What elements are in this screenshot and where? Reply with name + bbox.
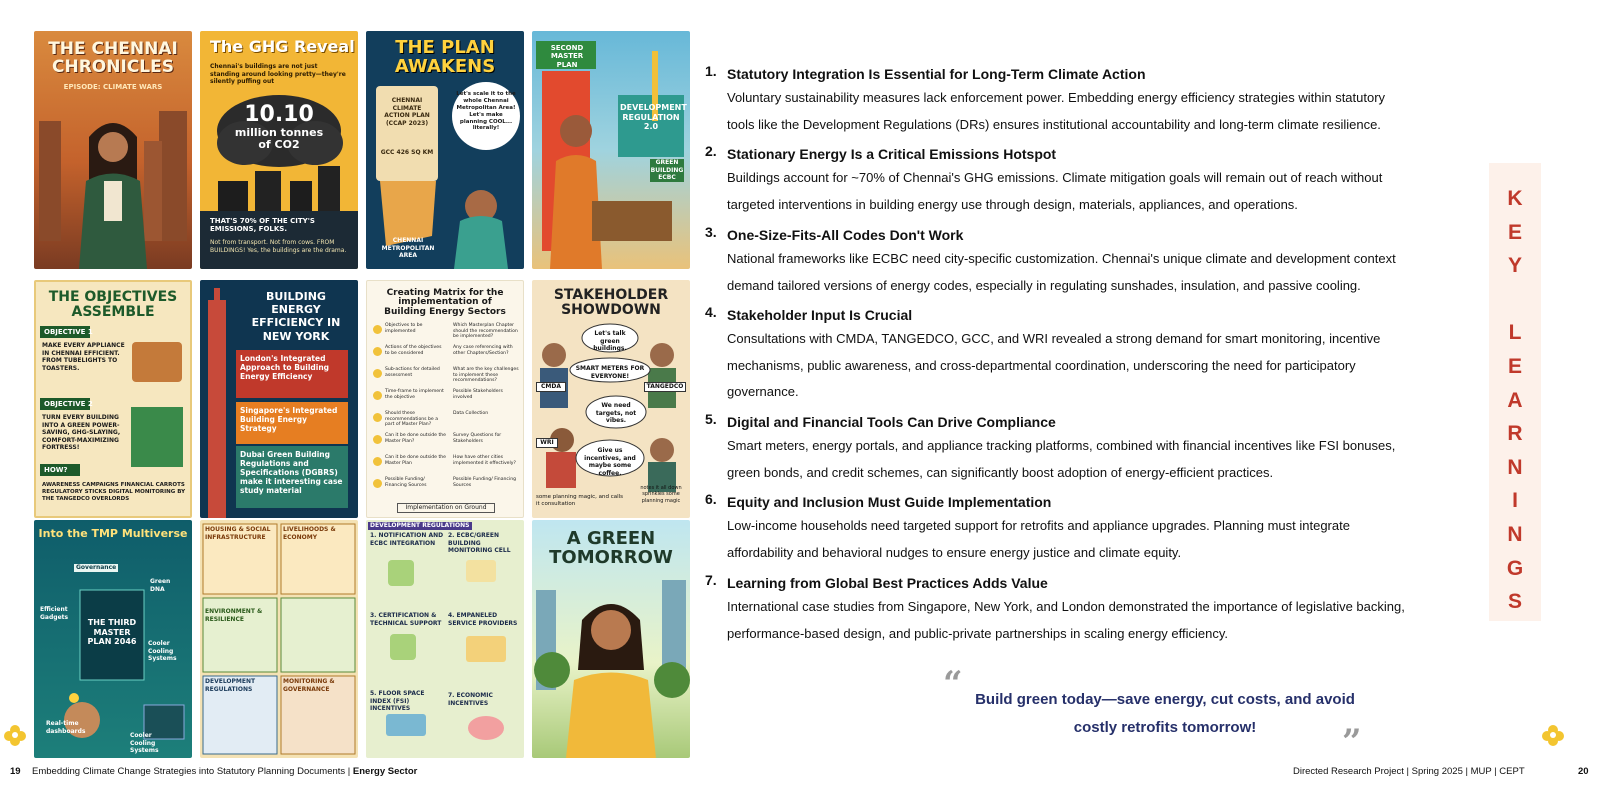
gcc-label: GCC 426 SQ KM (380, 149, 434, 156)
label-real-time-dashboards: Real-time dashboards (46, 720, 86, 735)
board-label: DEVELOPMENT REGULATION 2.0 (620, 103, 687, 132)
matrix-cell-left: Sub-actions for detailed assessment (385, 367, 440, 378)
quote-line-1: Build green today—save energy, cut costs, and avoid (975, 691, 1355, 708)
learning-body-line: demand tailored versions of energy codes, especially in regulating sunshades, insulation, and passive cooling. (727, 277, 1361, 293)
label-wri: WRI (536, 438, 558, 448)
learning-body-line: performance-based design, and public-private partnerships in scaling energy efficiency. (727, 625, 1229, 641)
banner-letter: I (1512, 489, 1518, 513)
matrix-cell-left: Actions of the objectives to be considered (385, 345, 442, 356)
learning-body-line: targeted interventions in building energy use through design, materials, appliances, and operations. (727, 196, 1298, 212)
sign-label: SECOND MASTER PLAN (550, 44, 584, 69)
learning-body-line: green bonds, and credit schemes, can significantly boost adoption of energy-efficient practices. (727, 464, 1274, 480)
learning-heading: One-Size-Fits-All Codes Don't Work (727, 227, 964, 243)
how-label: HOW? (44, 466, 68, 474)
chennai-chronicles-illustration (34, 31, 192, 269)
footer-title (32, 766, 417, 777)
footer-title-sector: Energy Sector (352, 766, 418, 777)
open-quote-icon: “ (943, 664, 963, 704)
step-3: 3. CERTIFICATION & TECHNICAL SUPPORT (370, 612, 442, 627)
objective-2-text: TURN EVERY BUILDING INTO A GREEN POWER-SAVING, GHG-SLAYING, COMFORT-MAXIMIZING FORTRESS! (42, 414, 121, 451)
matrix-cell-right: Possible Funding/ Financing Sources (453, 477, 517, 488)
learning-body-line: Consultations with CMDA, TANGEDCO, GCC, and WRI revealed a strong demand for smart monitoring, incentive (727, 331, 1381, 346)
label-cmda: CMDA (536, 382, 566, 392)
case-singapore: Singapore's Integrated Building Energy Strategy (240, 406, 338, 433)
matrix-cell-right: Data Collection (453, 411, 489, 416)
matrix-cell-right: Possible Stakeholders involved (453, 389, 503, 400)
matrix-cell-right: Which Masterplan Chapter should the recommendation be implemented? (453, 323, 518, 340)
matrix-cell-left: Should these recommendations be a part of Master Plan? (385, 411, 439, 428)
matrix-cell-left: Can it be done outside the Master Plan (385, 455, 446, 466)
section-label: DEVELOPMENT REGULATIONS (370, 522, 470, 529)
label-tangedco: TANGEDCO (644, 382, 686, 392)
matrix-rows (373, 323, 521, 499)
matrix-cell-right: What are the key challenges to implement these recommendations? (453, 367, 519, 384)
banner-letter: A (1507, 388, 1523, 412)
matrix-cell-left: Can it be done outside the Master Plan? (385, 433, 446, 444)
section-monitoring: MONITORING & GOVERNANCE (283, 678, 335, 693)
learning-item (705, 224, 1396, 299)
learning-body-line: Buildings account for ~70% of Chennai's GHG emissions. Climate mitigation goals will remain out of reach without (727, 170, 1383, 185)
label-master-plan: THE THIRD MASTER PLAN 2046 (87, 618, 137, 647)
flower-icon (1540, 722, 1566, 748)
learning-heading: Statutory Integration Is Essential for Long-Term Climate Action (727, 66, 1146, 82)
panel-title: THE OBJECTIVES ASSEMBLE (48, 289, 178, 320)
comic-panel-plan-awakens (366, 31, 524, 269)
comic-panel-ghg-reveal (200, 31, 358, 269)
learning-item (705, 143, 1382, 218)
matrix-cell-left: Possible Funding/ Financing Sources (385, 477, 427, 488)
panel-note: THAT'S 70% OF THE CITY'S EMISSIONS, FOLKS. (210, 217, 315, 234)
panel-note-2: Not from transport. Not from cows. FROM BUILDINGS! Yes, the buildings are the drama. (210, 239, 347, 254)
learning-item (705, 304, 1380, 406)
section-livelihoods: LIVELIHOODS & ECONOMY (283, 526, 336, 541)
case-dubai: Dubai Green Building Regulations and Specifications (DGBRS) make it interesting case study material (240, 450, 343, 495)
stat-value: 10.10 (244, 102, 314, 127)
page-number-left: 19 (10, 766, 21, 777)
learning-heading: Digital and Financial Tools Can Drive Compliance (727, 414, 1056, 430)
key-learnings-banner (1489, 163, 1541, 621)
comic-panel-tmp-multiverse (34, 520, 192, 758)
learning-heading: Equity and Inclusion Must Guide Implementation (727, 494, 1052, 510)
learning-number: 7. (705, 572, 717, 588)
comic-panel-global-case-studies (200, 280, 358, 518)
banner-letter: L (1508, 321, 1522, 345)
footer-title-text: Embedding Climate Change Strategies into Statutory Planning Documents | (32, 766, 353, 777)
footer-project-info: Directed Research Project | Spring 2025 | MUP | CEPT (1293, 766, 1525, 777)
how-text: AWARENESS CAMPAIGNS FINANCIAL CARROTS REGULATORY STICKS DIGITAL MONITORING BY THE TANGEDCO OVERLORDS (42, 482, 186, 502)
banner-letter: R (1507, 422, 1523, 446)
learning-body-line: International case studies from Singapore, New York, and London demonstrated the importance of legislative backing, (727, 599, 1405, 614)
comic-panel-implementation-matrix (366, 280, 524, 518)
step-4: 4. EMPANELED SERVICE PROVIDERS (448, 612, 518, 627)
page-footer (0, 762, 1600, 782)
panel-subtitle: EPISODE: CLIMATE WARS (63, 83, 163, 91)
matrix-row (373, 433, 521, 455)
banner-letter: E (1507, 355, 1522, 378)
learning-number: 5. (705, 411, 717, 427)
panel-title: Creating Matrix for the implementation of Building Energy Sectors (384, 288, 506, 317)
banner-letter: N (1507, 455, 1523, 479)
objective-1-label: OBJECTIVE 1 (44, 328, 93, 336)
learning-body-line: Low-income households need targeted support for retrofits and appliance upgrades. Planning must integrate (727, 518, 1350, 533)
learning-body-line: mechanisms, public awareness, and cross-departmental coordination, underscoring the need for participatory (727, 357, 1356, 373)
matrix-row (373, 411, 521, 433)
panel-intro: Chennai's buildings are not just standing around looking pretty—they're silently puffing out (210, 63, 346, 85)
learning-item (705, 572, 1405, 647)
step-5: 5. FLOOR SPACE INDEX (FSI) INCENTIVES (370, 690, 425, 712)
banner-letter: N (1507, 523, 1523, 546)
banner-letter: S (1507, 590, 1522, 614)
ecbc-steps-illustration (366, 520, 524, 758)
matrix-row (373, 345, 521, 367)
case-london: London's Integrated Approach to Building Energy Efficiency (240, 354, 330, 381)
matrix-bullet-icon (373, 435, 382, 444)
learning-number: 2. (705, 143, 717, 159)
matrix-row (373, 477, 521, 499)
matrix-bullet-icon (373, 369, 382, 378)
panel-title: BUILDING ENERGY EFFICIENCY IN NEW YORK (251, 290, 341, 343)
bubble-green-buildings: Let's talk green buildings. (593, 330, 627, 352)
matrix-bullet-icon (373, 413, 382, 422)
learning-item (705, 411, 1395, 486)
section-housing: HOUSING & SOCIAL INFRASTRUCTURE (205, 526, 271, 541)
matrix-row (373, 367, 521, 389)
learning-body-line: governance. (727, 384, 799, 399)
learning-item (705, 491, 1350, 566)
label-efficient-gadgets: Efficient Gadgets (40, 606, 69, 621)
objective-1-text: MAKE EVERY APPLIANCE IN CHENNAI EFFICIENT. FROM TUBELIGHTS TO TOASTERS. (42, 342, 125, 372)
stakeholder-illustration (532, 280, 690, 518)
step-7: 7. ECONOMIC INCENTIVES (448, 692, 493, 707)
matrix-row (373, 389, 521, 411)
pull-quote (965, 686, 1365, 742)
panel-title: THE PLAN AWAKENS (394, 37, 496, 77)
green-tag: GREEN BUILDING ECBC (650, 159, 684, 181)
learning-body-line: Voluntary sustainability measures lack enforcement power. Embedding energy efficiency strategies within statutory (727, 90, 1386, 105)
section-environment: ENVIRONMENT & RESILIENCE (205, 608, 263, 623)
matrix-bullet-icon (373, 391, 382, 400)
panel-title: The GHG Reveal (210, 37, 355, 56)
comic-grid (34, 31, 704, 768)
objective-2-label: OBJECTIVE 2 (44, 400, 93, 408)
comic-panel-ecbc-steps (366, 520, 524, 758)
sector-strategies-illustration (200, 520, 358, 758)
label-governance: Governance (76, 564, 117, 571)
banner-letter: Y (1507, 254, 1522, 278)
scroll-text: CHENNAI CLIMATE ACTION PLAN (CCAP 2023) (384, 97, 430, 127)
step-2: 2. ECBC/GREEN BUILDING MONITORING CELL (448, 532, 511, 554)
matrix-cell-left: Objectives to be implemented (385, 323, 423, 334)
learning-body-line: affordability and behavioral nudges to ensure energy justice and climate equity. (727, 544, 1182, 560)
learning-body-line: tools like the Development Regulations (DRs) ensures institutional accountability and long-term climate resilience. (727, 116, 1381, 132)
comic-panel-sector-strategies (200, 520, 358, 758)
learning-item (705, 63, 1385, 138)
learning-heading: Stationary Energy Is a Critical Emissions Hotspot (727, 146, 1057, 162)
matrix-bullet-icon (373, 347, 382, 356)
banner-letter: K (1507, 187, 1523, 210)
matrix-cell-left: Time-frame to implement the objective (385, 389, 444, 400)
quote-line-2: costly retrofits tomorrow! (1073, 719, 1257, 736)
step-1: 1. NOTIFICATION AND ECBC INTEGRATION (370, 532, 444, 547)
learning-number: 1. (705, 63, 717, 79)
section-development-regulations: DEVELOPMENT REGULATIONS (205, 678, 256, 693)
panel-title: A GREEN TOMORROW (549, 528, 673, 568)
speech-bubble: Let's scale it to the whole Chennai Metropolitan Area! Let's make planning COOL... literally! (456, 91, 516, 132)
comic-panel-development-regulation (532, 31, 690, 269)
learning-number: 6. (705, 491, 717, 507)
learning-heading: Learning from Global Best Practices Adds Value (727, 575, 1048, 591)
flower-icon (2, 722, 28, 748)
matrix-footer: Implementation on Ground (397, 503, 495, 513)
matrix-bullet-icon (373, 479, 382, 488)
matrix-row (373, 323, 521, 345)
comic-panel-green-tomorrow (532, 520, 690, 758)
close-quote-icon: ” (1342, 722, 1362, 762)
stat-unit: million tonnes of CO2 (234, 126, 324, 151)
matrix-cell-right: How have other cities implemented it effectively? (453, 455, 516, 466)
comic-panel-stakeholder-showdown (532, 280, 690, 518)
banner-letter: G (1506, 556, 1524, 580)
bubble-targets: We need targets, not vibes. (595, 402, 637, 424)
label-green-dna: Green DNA (150, 578, 171, 593)
learning-body-line: National frameworks like ECBC need city-specific customization. Chennai's unique climate and development context (727, 251, 1396, 266)
panel-title: STAKEHOLDER SHOWDOWN (553, 287, 669, 318)
matrix-row (373, 455, 521, 477)
learning-heading: Stakeholder Input Is Crucial (727, 307, 913, 323)
map-label: CHENNAI METROPOLITAN AREA (381, 237, 435, 259)
caption-planning-magic: some planning magic, and calls it consultation (536, 494, 624, 507)
learning-number: 4. (705, 304, 717, 320)
comic-panel-objectives-assemble (34, 280, 192, 518)
banner-letter: E (1507, 220, 1522, 244)
page-number-right: 20 (1578, 766, 1589, 777)
label-cooler-cooling: Cooler Cooling Systems (148, 640, 177, 662)
learning-number: 3. (705, 224, 717, 240)
comic-panel-chennai-chronicles (34, 31, 192, 269)
learning-body-line: Smart meters, energy portals, and appliance tracking platforms, combined with financial incentives like FSI bonuses, (727, 438, 1396, 453)
panel-title: Into the TMP Multiverse (38, 527, 188, 540)
panel-title: THE CHENNAI CHRONICLES (48, 39, 178, 77)
bubble-incentives: Give us incentives, and maybe some coffee. (584, 447, 636, 477)
label-cooler-cooling-2: Cooler Cooling Systems (130, 732, 159, 754)
matrix-bullet-icon (373, 457, 382, 466)
matrix-cell-right: Any case referencing with other Chapters/Section? (453, 345, 513, 356)
matrix-cell-right: Survey Questions for Stakeholders (453, 433, 502, 444)
bubble-smart-meters: SMART METERS FOR EVERYONE! (575, 365, 645, 380)
green-tomorrow-illustration (532, 520, 690, 758)
caption-notes: notes it all down sprinkles some planning magic (640, 485, 682, 504)
matrix-bullet-icon (373, 325, 382, 334)
